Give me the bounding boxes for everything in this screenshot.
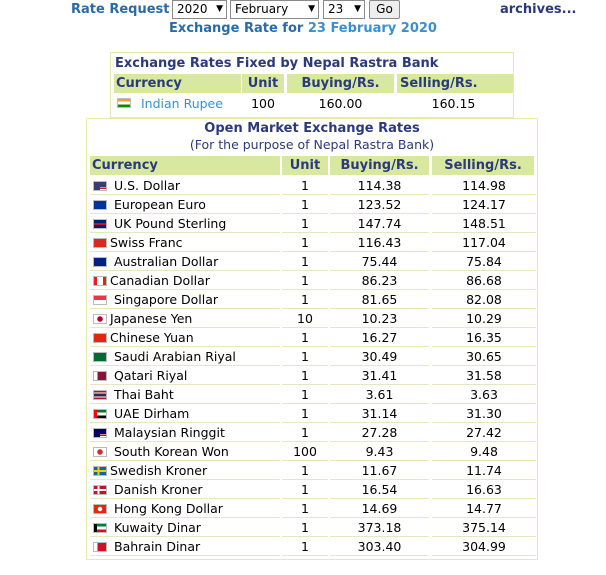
currency-cell [90, 405, 280, 423]
selling-cell: 10.29 [432, 310, 536, 328]
currency-cell [90, 348, 280, 366]
day-select-value: 23 [328, 2, 344, 16]
selling-cell: 375.14 [432, 519, 536, 537]
selling-cell: 75.84 [432, 253, 536, 271]
unit-cell: 1 [282, 348, 328, 366]
buying-cell: 31.14 [330, 405, 429, 423]
flag-australia-icon [93, 257, 107, 267]
fixed-unit: 100 [251, 96, 275, 111]
flag-qatar-icon [93, 371, 107, 381]
open-market-subtitle: (For the purpose of Nepal Rastra Bank) [189, 137, 435, 152]
rate-request-bar [0, 0, 606, 20]
currency-cell [90, 538, 280, 556]
table-row [90, 424, 534, 443]
page-subtitle [0, 21, 606, 36]
currency-name: Kuwaity Dinar [114, 520, 201, 535]
currency-cell [90, 462, 280, 480]
unit-cell: 10 [282, 310, 328, 328]
table-row [90, 348, 534, 367]
go-button[interactable]: Go [369, 0, 400, 19]
currency-cell [90, 519, 280, 537]
open-market-title: Open Market Exchange Rates [204, 121, 420, 136]
flag-switzerland-icon [93, 238, 107, 248]
selling-cell: 117.04 [432, 234, 536, 252]
table-row [90, 291, 534, 310]
flag-kuwait-icon [93, 523, 107, 533]
selling-cell: 82.08 [432, 291, 536, 309]
table-row [90, 367, 534, 386]
fixed-header-currency: Currency [114, 74, 241, 93]
rate-request-label: Rate Request [71, 2, 170, 17]
table-row [90, 310, 534, 329]
table-row [90, 253, 534, 272]
currency-cell [90, 424, 280, 442]
buying-cell: 14.69 [330, 500, 429, 518]
buying-cell: 3.61 [330, 386, 429, 404]
unit-cell: 1 [282, 538, 328, 556]
buying-cell: 27.28 [330, 424, 429, 442]
selling-cell: 31.58 [432, 367, 536, 385]
buying-cell: 373.18 [330, 519, 429, 537]
buying-cell: 75.44 [330, 253, 429, 271]
currency-name: Thai Baht [114, 387, 174, 402]
open-header-unit: Unit [282, 156, 328, 175]
currency-cell [90, 234, 280, 252]
table-row [90, 329, 534, 348]
currency-name: Danish Kroner [114, 482, 203, 497]
open-header-selling: Selling/Rs. [432, 156, 534, 175]
currency-name: Australian Dollar [114, 254, 219, 269]
currency-cell [90, 253, 280, 271]
buying-cell: 114.38 [330, 177, 429, 195]
selling-cell: 148.51 [432, 215, 536, 233]
unit-cell: 1 [282, 462, 328, 480]
open-market-table [86, 118, 538, 560]
selling-cell: 124.17 [432, 196, 536, 214]
buying-cell: 116.43 [330, 234, 429, 252]
day-select[interactable] [323, 0, 365, 19]
flag-bahrain-icon [93, 542, 107, 552]
unit-cell: 1 [282, 481, 328, 499]
table-row [90, 177, 534, 196]
unit-cell: 1 [282, 234, 328, 252]
selling-cell: 3.63 [432, 386, 536, 404]
unit-cell: 1 [282, 291, 328, 309]
currency-cell [90, 272, 280, 290]
currency-name: Canadian Dollar [110, 273, 210, 288]
month-select-value: February [235, 2, 289, 16]
unit-cell: 1 [282, 272, 328, 290]
buying-cell: 11.67 [330, 462, 429, 480]
flag-hong-kong-icon [93, 504, 107, 514]
table-row [90, 538, 534, 557]
table-row [90, 519, 534, 538]
fixed-selling: 160.15 [431, 96, 476, 111]
currency-cell [90, 500, 280, 518]
currency-name: Swiss Franc [110, 235, 183, 250]
selling-cell: 16.63 [432, 481, 536, 499]
selling-cell: 27.42 [432, 424, 536, 442]
flag-malaysia-icon [93, 428, 107, 438]
subtitle-date: 23 February 2020 [307, 21, 437, 36]
table-row [90, 196, 534, 215]
fixed-header-buying: Buying/Rs. [287, 74, 394, 93]
fixed-header-selling: Selling/Rs. [397, 74, 513, 93]
unit-cell: 1 [282, 329, 328, 347]
open-header-buying: Buying/Rs. [330, 156, 429, 175]
currency-cell [90, 196, 280, 214]
chevron-down-icon: ▼ [308, 4, 315, 14]
currency-cell [90, 329, 280, 347]
buying-cell: 303.40 [330, 538, 429, 556]
currency-name: Bahrain Dinar [114, 539, 201, 554]
selling-cell: 86.68 [432, 272, 536, 290]
currency-name: Qatari Riyal [114, 368, 188, 383]
buying-cell: 16.54 [330, 481, 429, 499]
year-select[interactable] [172, 0, 227, 19]
currency-cell [90, 443, 280, 461]
currency-cell [90, 215, 280, 233]
currency-name: Chinese Yuan [110, 330, 194, 345]
buying-cell: 81.65 [330, 291, 429, 309]
chevron-down-icon: ▼ [216, 4, 223, 14]
flag-canada-icon [93, 276, 107, 286]
unit-cell: 1 [282, 253, 328, 271]
currency-cell [90, 177, 280, 195]
selling-cell: 14.77 [432, 500, 536, 518]
currency-name: U.S. Dollar [114, 178, 181, 193]
fixed-rates-table [110, 52, 514, 118]
flag-sweden-icon [93, 466, 107, 476]
currency-name: European Euro [114, 197, 206, 212]
buying-cell: 9.43 [330, 443, 429, 461]
chevron-down-icon: ▼ [354, 4, 361, 14]
flag-saudi-arabia-icon [93, 352, 107, 362]
selling-cell: 16.35 [432, 329, 536, 347]
unit-cell: 1 [282, 424, 328, 442]
buying-cell: 30.49 [330, 348, 429, 366]
year-select-value: 2020 [177, 2, 208, 16]
fixed-rates-title: Exchange Rates Fixed by Nepal Rastra Bank [115, 56, 439, 71]
currency-name: Hong Kong Dollar [114, 501, 223, 516]
flag-south-korea-icon [93, 447, 107, 457]
flag-usa-icon [93, 181, 107, 191]
fixed-currency-name: Indian Rupee [141, 96, 223, 111]
table-row [90, 462, 534, 481]
selling-cell: 304.99 [432, 538, 536, 556]
currency-cell [90, 481, 280, 499]
fixed-buying: 160.00 [318, 96, 363, 111]
unit-cell: 100 [282, 443, 328, 461]
currency-name: Japanese Yen [110, 311, 193, 326]
subtitle-prefix: Exchange Rate for [169, 21, 304, 36]
open-header-currency: Currency [90, 156, 280, 175]
selling-cell: 114.98 [432, 177, 536, 195]
flag-japan-icon [93, 314, 107, 324]
table-row [90, 234, 534, 253]
currency-cell [90, 367, 280, 385]
flag-singapore-icon [93, 295, 107, 305]
currency-name: Saudi Arabian Riyal [114, 349, 236, 364]
table-row [90, 386, 534, 405]
selling-cell: 11.74 [432, 462, 536, 480]
unit-cell: 1 [282, 196, 328, 214]
flag-china-icon [93, 333, 107, 343]
currency-name: UAE Dirham [114, 406, 190, 421]
flag-uae-icon [93, 409, 107, 419]
currency-cell [90, 386, 280, 404]
flag-uk-icon [93, 219, 107, 229]
buying-cell: 86.23 [330, 272, 429, 290]
currency-name: UK Pound Sterling [114, 216, 227, 231]
month-select[interactable] [230, 0, 319, 19]
currency-name: Singapore Dollar [114, 292, 219, 307]
unit-cell: 1 [282, 215, 328, 233]
buying-cell: 10.23 [330, 310, 429, 328]
currency-name: Swedish Kroner [110, 463, 208, 478]
selling-cell: 31.30 [432, 405, 536, 423]
table-row [90, 443, 534, 462]
unit-cell: 1 [282, 519, 328, 537]
currency-name: South Korean Won [114, 444, 229, 459]
buying-cell: 31.41 [330, 367, 429, 385]
table-row [90, 405, 534, 424]
currency-cell [90, 291, 280, 309]
flag-india-icon [117, 98, 131, 108]
table-row [90, 500, 534, 519]
table-row [90, 481, 534, 500]
buying-cell: 16.27 [330, 329, 429, 347]
table-row [90, 215, 534, 234]
unit-cell: 1 [282, 177, 328, 195]
fixed-header-unit: Unit [242, 74, 284, 93]
flag-thailand-icon [93, 390, 107, 400]
unit-cell: 1 [282, 405, 328, 423]
unit-cell: 1 [282, 367, 328, 385]
currency-cell [90, 310, 280, 328]
selling-cell: 9.48 [432, 443, 536, 461]
flag-eu-icon [93, 200, 107, 210]
unit-cell: 1 [282, 386, 328, 404]
buying-cell: 147.74 [330, 215, 429, 233]
buying-cell: 123.52 [330, 196, 429, 214]
unit-cell: 1 [282, 500, 328, 518]
currency-name: Malaysian Ringgit [114, 425, 225, 440]
table-row [90, 272, 534, 291]
flag-denmark-icon [93, 485, 107, 495]
archives-link[interactable]: archives... [500, 2, 577, 17]
selling-cell: 30.65 [432, 348, 536, 366]
